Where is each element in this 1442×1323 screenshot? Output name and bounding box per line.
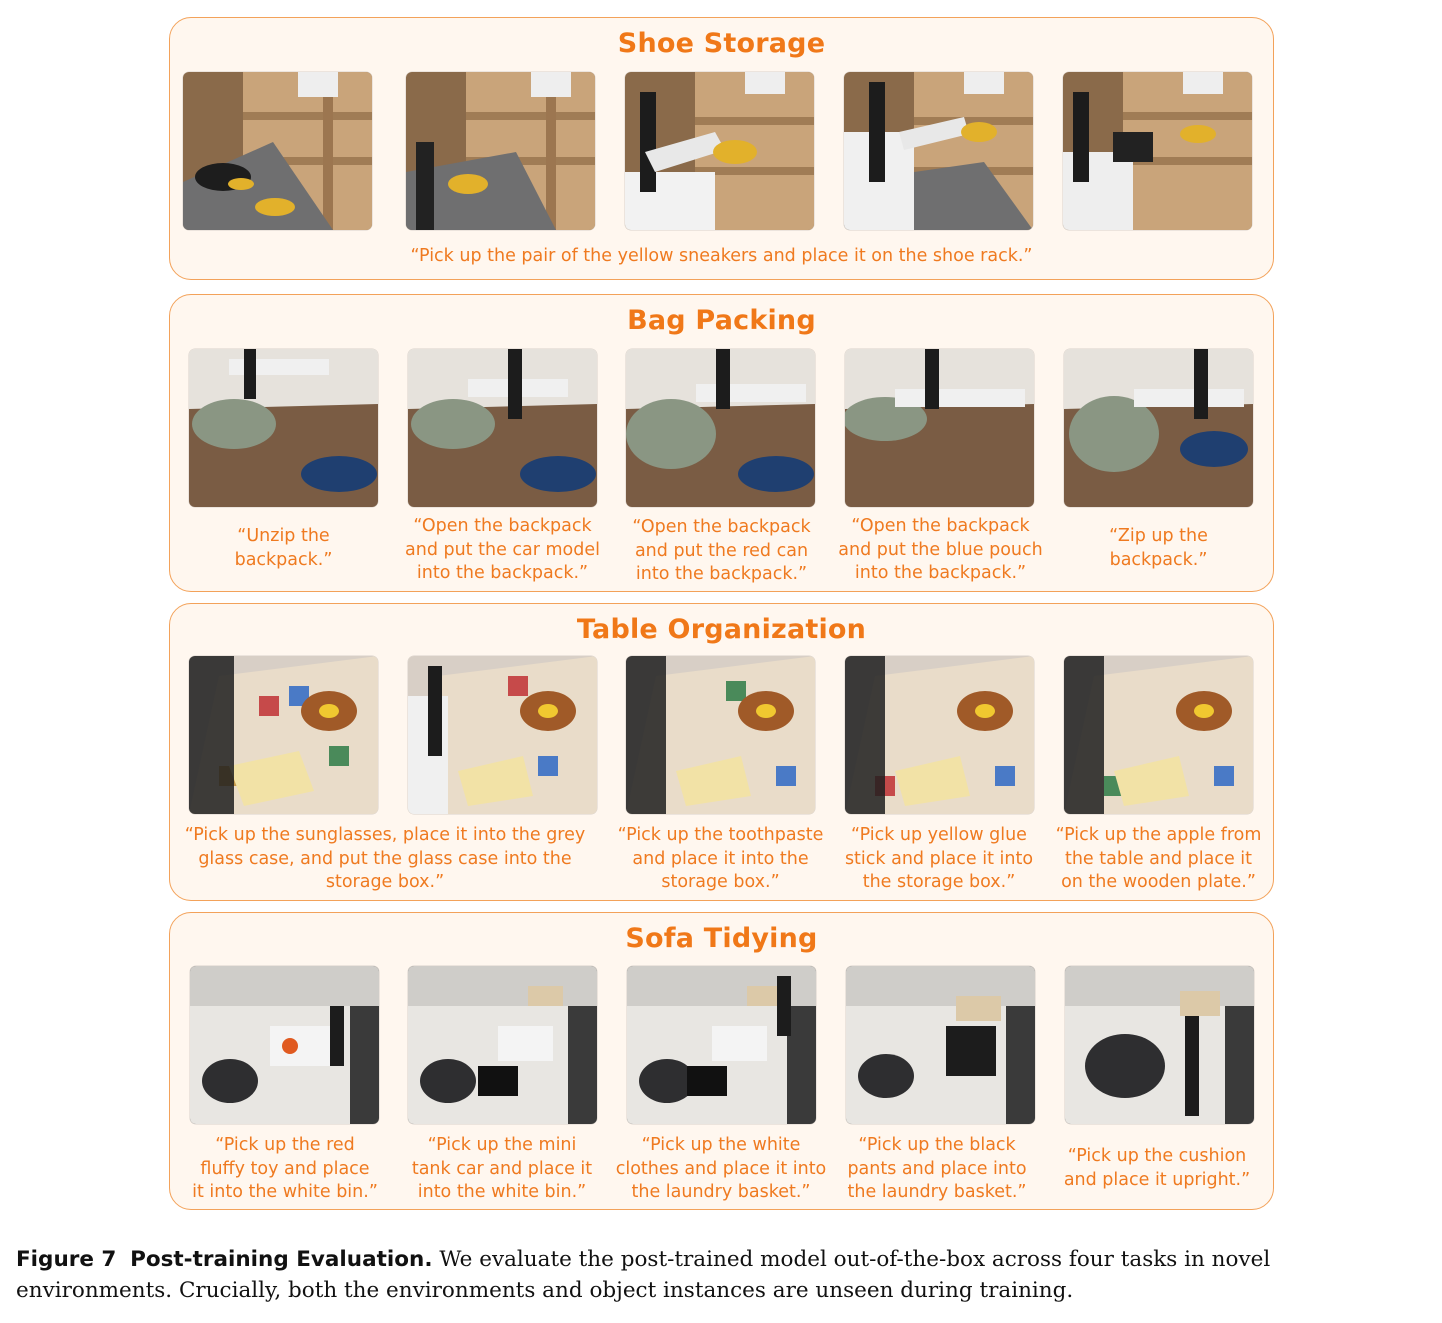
bag-caption-1: “Unzip the backpack.” (234, 526, 333, 570)
shoe-photo-4 (844, 72, 1033, 230)
sofa-caption-3: “Pick up the white clothes and place it into the laundry basket.” (615, 1135, 827, 1202)
shoe-photo-5 (1063, 72, 1252, 230)
table-caption-1: “Pick up the sunglasses, place it into the grey glass case, and put the glass case into the storage box.” (184, 825, 586, 892)
figure-title: Post-training Evaluation. (130, 1247, 433, 1272)
bag-caption-5: “Zip up the backpack.” (1109, 526, 1208, 570)
table-caption-4: “Pick up the apple from the table and place it on the wooden plate.” (1055, 825, 1262, 892)
shoe-photo-1 (183, 72, 372, 230)
table-caption-3: “Pick up yellow glue stick and place it into the storage box.” (844, 825, 1034, 892)
sofa-photo-4 (846, 966, 1035, 1124)
table-photo-2 (408, 656, 597, 814)
figure-caption (16, 1244, 1432, 1306)
table-photo-5 (1064, 656, 1253, 814)
bag-photo-3 (626, 349, 815, 507)
table-photo-1 (189, 656, 378, 814)
table-photo-4 (845, 656, 1034, 814)
shoe-photo-2 (406, 72, 595, 230)
bag-caption-3: “Open the backpack and put the red can into the backpack.” (632, 517, 811, 584)
bag-photo-1 (189, 349, 378, 507)
figure-label: Figure 7 (16, 1247, 117, 1272)
bag-photo-5 (1064, 349, 1253, 507)
table-photo-3 (626, 656, 815, 814)
sofa-photo-2 (408, 966, 597, 1124)
sofa-caption-1: “Pick up the red fluffy toy and place it into the white bin.” (192, 1135, 378, 1202)
panel-title: Table Organization (576, 614, 867, 645)
panel-title: Bag Packing (627, 305, 816, 336)
figure-text: We evaluate the post-trained model out-of-the-box across four tasks in novel environments. Crucially, both the environments and object instances are unseen during training. (16, 1247, 1271, 1303)
bag-photo-2 (408, 349, 597, 507)
panel-title: Shoe Storage (617, 28, 826, 59)
sofa-caption-5: “Pick up the cushion and place it upright.” (1063, 1146, 1251, 1190)
bag-caption-2: “Open the backpack and put the car model into the backpack.” (405, 516, 600, 583)
shoe-photo-3 (625, 72, 814, 230)
shoe-storage-caption: “Pick up the pair of the yellow sneakers and place it on the shoe rack.” (410, 246, 1033, 266)
bag-caption-4: “Open the backpack and put the blue pouch into the backpack.” (838, 516, 1043, 583)
sofa-photo-1 (190, 966, 379, 1124)
bag-photo-4 (845, 349, 1034, 507)
sofa-photo-3 (627, 966, 816, 1124)
panel-title: Sofa Tidying (625, 923, 818, 954)
sofa-caption-4: “Pick up the black pants and place into the laundry basket.” (847, 1135, 1027, 1202)
table-caption-2: “Pick up the toothpaste and place it into the storage box.” (617, 825, 824, 892)
sofa-caption-2: “Pick up the mini tank car and place it into the white bin.” (411, 1135, 593, 1202)
sofa-photo-5 (1065, 966, 1254, 1124)
